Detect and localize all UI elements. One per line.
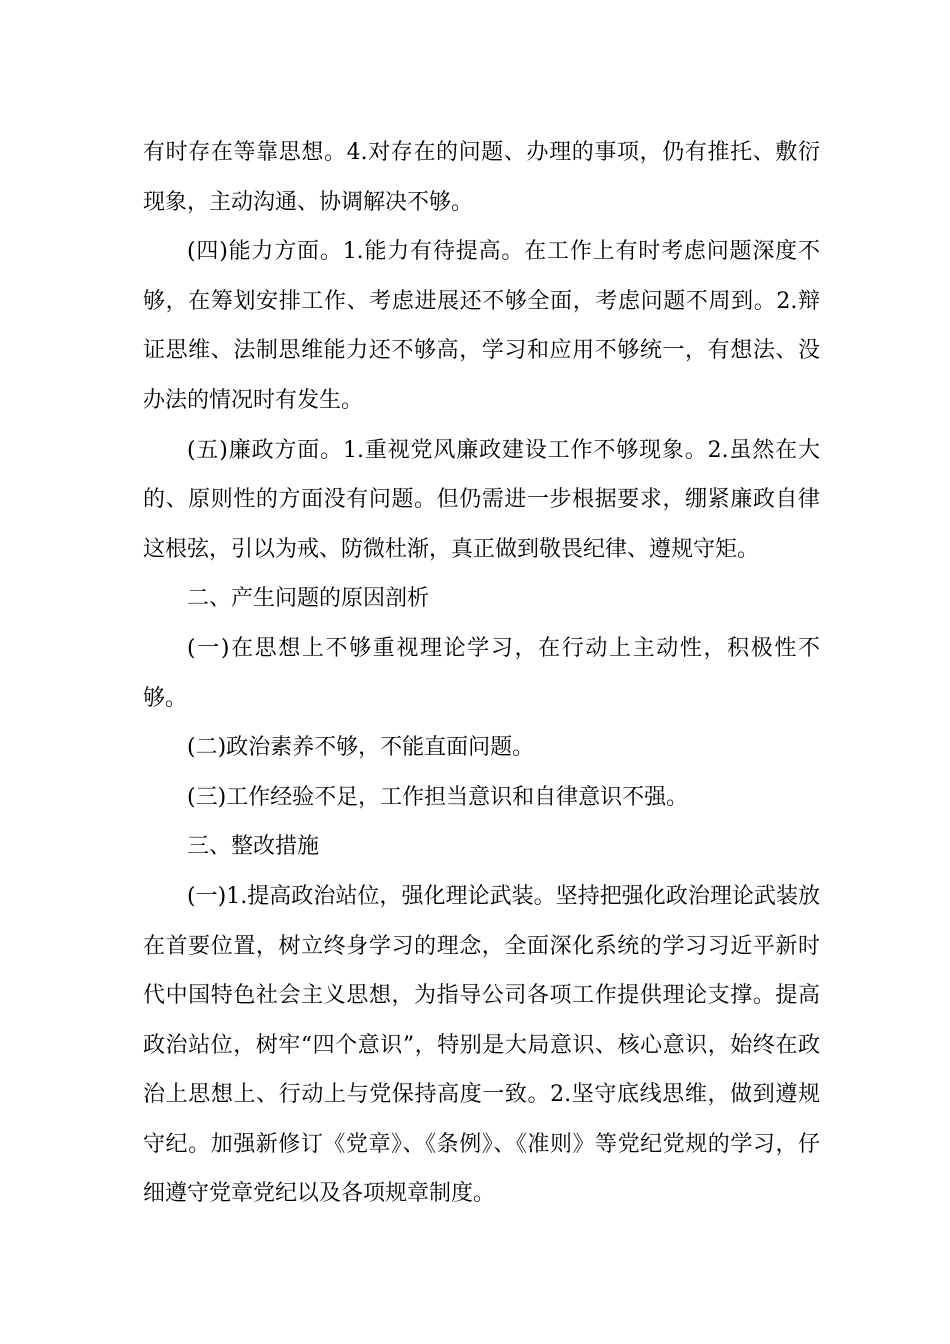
paragraph-cause-3: (三)工作经验不足，工作担当意识和自律意识不强。 [187, 784, 689, 810]
paragraph-integrity: (五)廉政方面。1.重视党风廉政建设工作不够现象。2.虽然在大的、原则性的方面没有问题。但仍需进一步根据要求，绷紧廉政自律这根弦，引以为戒、防微杜渐，真正做到敬畏纪律、遵规守矩。 [143, 437, 820, 562]
section-heading-causes: 二、产生问题的原因剖析 [187, 586, 430, 612]
paragraph-cause-2: (二)政治素养不够，不能直面问题。 [187, 735, 535, 761]
paragraph-measure-1: (一)1.提高政治站位，强化理论武装。坚持把强化政治理论武装放在首要位置，树立终身学习的理念，全面深化系统的学习习近平新时代中国特色社会主义思想，为指导公司各项工作提供理论支撑。提高政治站位，树牢“四个意识”，特别是大局意识、核心意识，始终在政治上思想上、行动上与党保持高度一致。2.坚守底线思维，做到遵规守纪。加强新修订《党章》、《条例》、《准则》等党纪党规的学习，仔细遵守党章党纪以及各项规章制度。 [143, 883, 820, 1207]
document-body [143, 128, 820, 1219]
paragraph-ability: (四)能力方面。1.能力有待提高。在工作上有时考虑问题深度不够，在筹划安排工作、考虑进展还不够全面，考虑问题不周到。2.辩证思维、法制思维能力还不够高，学习和应用不够统一，有想法、没办法的情况时有发生。 [143, 239, 820, 413]
section-heading-measures: 三、整改措施 [187, 834, 320, 860]
paragraph-continuation: 有时存在等靠思想。4.对存在的问题、办理的事项，仍有推托、敷衍现象，主动沟通、协调解决不够。 [143, 140, 820, 215]
paragraph-cause-1: (一)在思想上不够重视理论学习，在行动上主动性，积极性不够。 [143, 635, 820, 711]
